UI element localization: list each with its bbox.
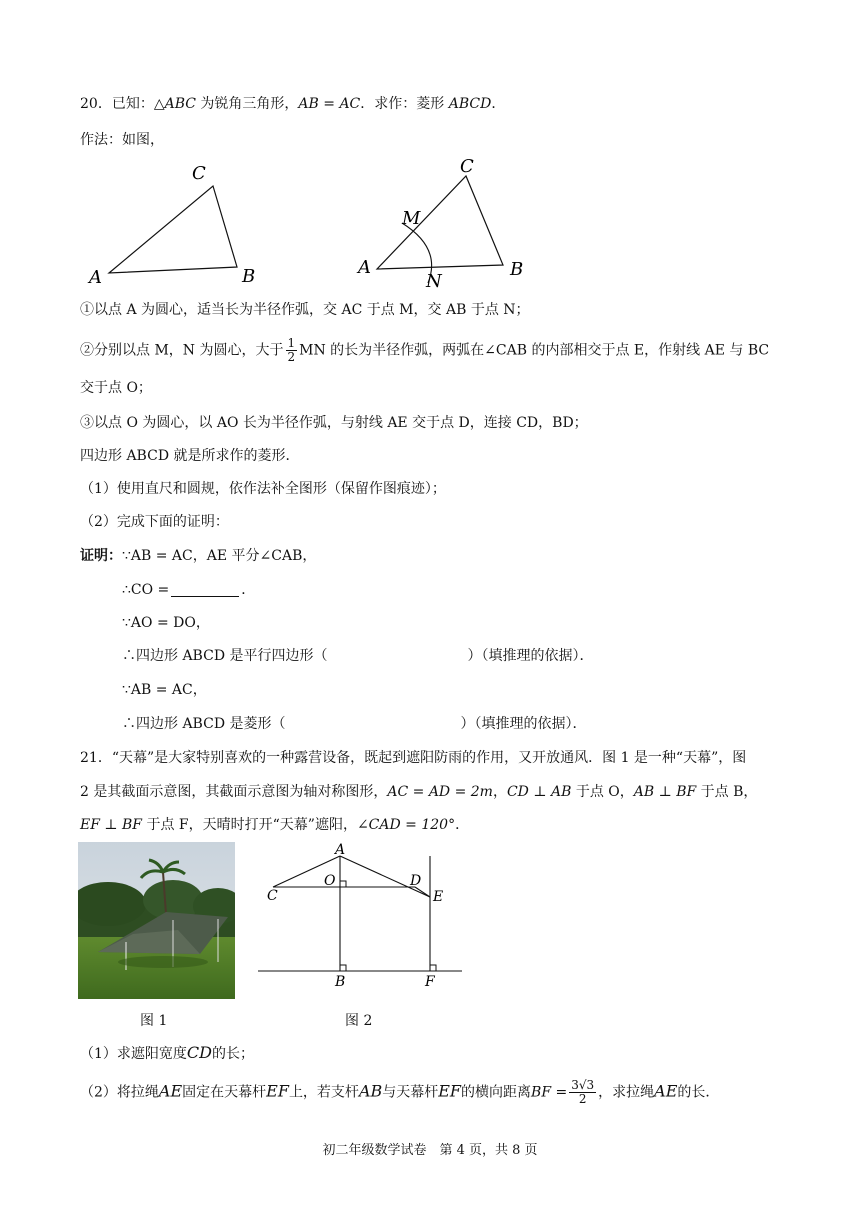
label-A2: A	[358, 257, 371, 278]
label-B: B	[335, 974, 346, 990]
q20-proof3: ∵AO = DO，	[122, 615, 210, 631]
q21-line3: EF ⊥ BF 于点 F，天晴时打开“天幕”遮阳，∠CAD = 120°．	[80, 817, 470, 833]
label-B2: B	[510, 259, 524, 280]
fraction-half: $\frac{1}{2}$	[287, 336, 296, 364]
q20-stem: 20．已知：△ABC 为锐角三角形，AB = AC．求作：菱形 ABCD．	[80, 96, 506, 112]
q21-part2: （2）将拉绳AE固定在天幕杆EF上，若支杆AB与天幕杆EF的横向距离BF = $\frac{3√3}{2}$ ，求拉绳AE的长．	[80, 1078, 720, 1106]
q20-step2-cont: 交于点 O；	[80, 380, 152, 396]
q20-step3: ③以点 O 为圆心，以 AO 长为半径作弧，与射线 AE 交于点 D，连接 CD，BD；	[80, 415, 588, 431]
label-C: C	[192, 163, 206, 184]
label-C2: C	[460, 156, 474, 177]
q20-proof1: 证明：∵AB = AC，AE 平分∠CAB，	[80, 548, 317, 564]
page-footer: 初二年级数学试卷 第 4 页，共 8 页	[322, 1143, 538, 1158]
q20-method: 作法：如图，	[80, 132, 164, 148]
q20-step2: ②分别以点 M，N 为圆心，大于 $\frac{1}{2}$ MN 的长为半径作弧，两弧在∠CAB 的内部相交于点 E，作射线 AE 与 BC	[80, 336, 770, 364]
label-F: F	[425, 974, 435, 990]
q20-part1: （1）使用直尺和圆规，依作法补全图形（保留作图痕迹）；	[80, 481, 446, 497]
answer-blank-co[interactable]	[171, 582, 239, 597]
q20-proof6: ∴四边形 ABCD 是菱形（ ）（填推理的依据）．	[122, 716, 587, 732]
label-O: O	[324, 873, 336, 889]
label-D: D	[410, 873, 422, 889]
tent-photo	[78, 842, 235, 999]
fraction-3root3-over-2: $\frac{3√3}{2}$	[571, 1078, 595, 1106]
q21-part1: （1）求遮阳宽度CD的长；	[80, 1043, 254, 1062]
q20-conclusion: 四边形 ABCD 就是所求作的菱形．	[80, 448, 300, 464]
label-A: A	[89, 267, 102, 288]
q21-line2: 2 是其截面示意图，其截面示意图为轴对称图形，AC = AD = 2m，CD ⊥ AB 于点 O，AB ⊥ BF 于点 B，	[80, 784, 758, 800]
q20-figure-construction	[350, 150, 540, 290]
q20-step1: ①以点 A 为圆心，适当长为半径作弧，交 AC 于点 M，交 AB 于点 N；	[80, 302, 530, 318]
proof-label: 证明：	[80, 548, 122, 564]
q20-proof2: ∴CO = ．	[122, 582, 256, 598]
q20-figure-triangle	[80, 155, 280, 290]
q21-line1: 21．“天幕”是大家特别喜欢的一种露营设备，既起到遮阳防雨的作用，又开放通风．图 1 是一种“天幕”，图	[80, 750, 747, 766]
label-N: N	[426, 271, 442, 290]
q21-figure-cross-section	[255, 840, 470, 990]
q20-part2: （2）完成下面的证明：	[80, 514, 229, 530]
q20-proof4: ∴四边形 ABCD 是平行四边形（ ）（填推理的依据）．	[122, 648, 594, 664]
label-A: A	[335, 842, 346, 858]
label-M: M	[402, 208, 421, 229]
caption-figure2: 图 2	[345, 1013, 373, 1029]
label-C: C	[267, 888, 278, 904]
caption-figure1: 图 1	[140, 1013, 168, 1029]
label-E: E	[433, 889, 444, 905]
label-B: B	[242, 266, 256, 287]
q20-proof5: ∵AB = AC，	[122, 682, 207, 698]
